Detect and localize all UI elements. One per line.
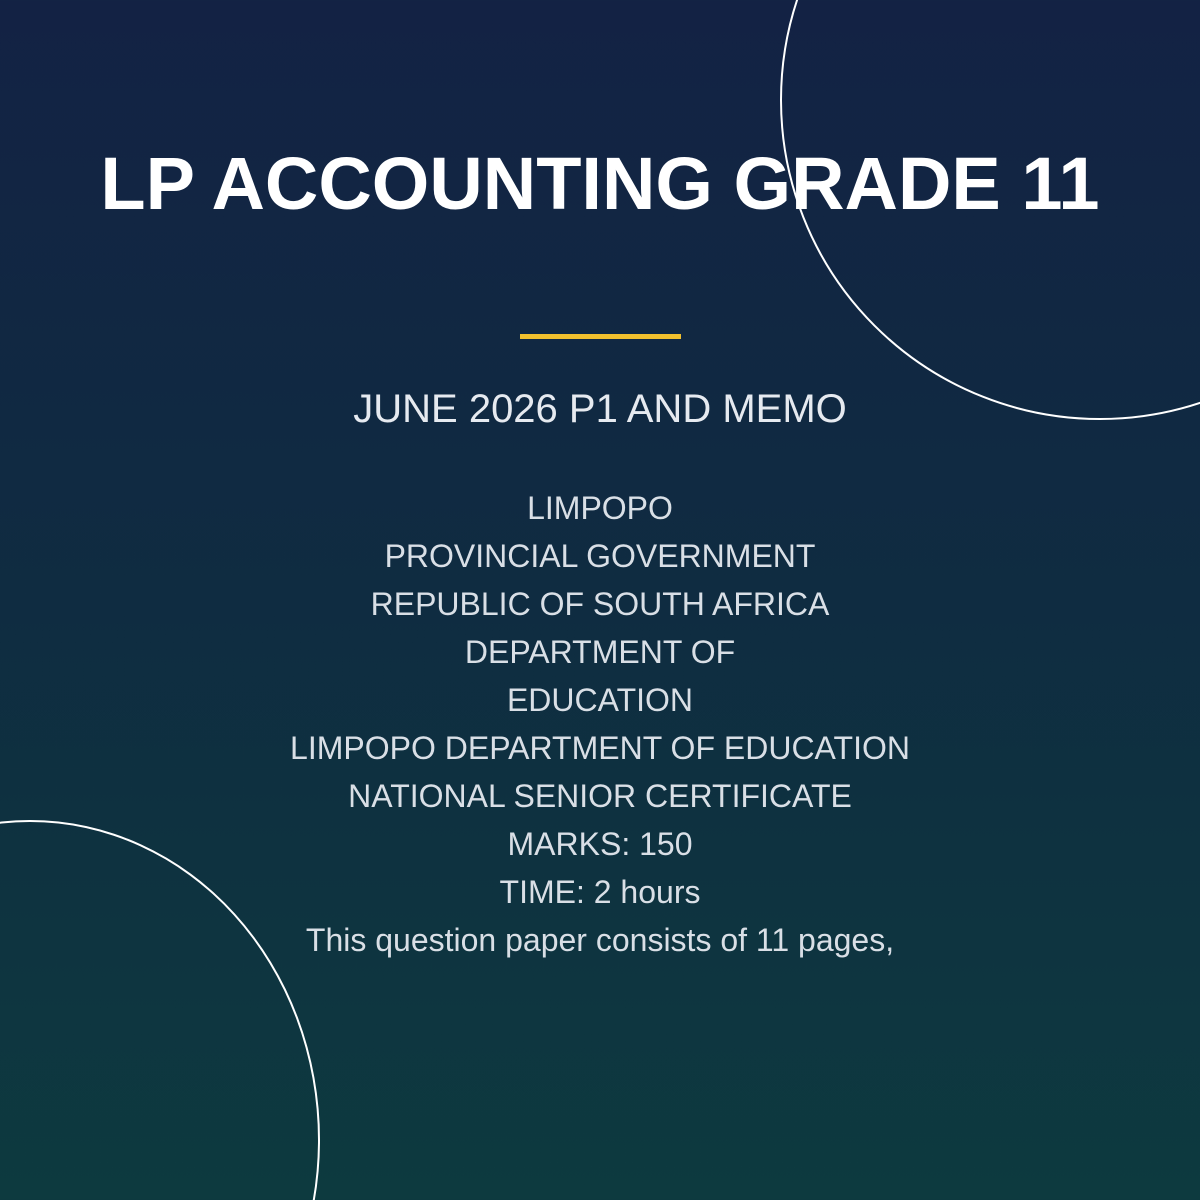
paper-subtitle: JUNE 2026 P1 AND MEMO xyxy=(353,387,847,431)
detail-department-line-1: DEPARTMENT OF xyxy=(464,634,736,670)
detail-marks: MARKS: 150 xyxy=(507,826,693,862)
detail-department-full: LIMPOPO DEPARTMENT OF EDUCATION xyxy=(290,730,910,766)
detail-country: REPUBLIC OF SOUTH AFRICA xyxy=(370,586,830,622)
detail-province: LIMPOPO xyxy=(527,490,673,526)
title-divider xyxy=(520,334,681,339)
details-list xyxy=(100,484,1100,964)
detail-department-line-2: EDUCATION xyxy=(506,682,694,718)
detail-time: TIME: 2 hours xyxy=(499,874,701,910)
detail-government: PROVINCIAL GOVERNMENT xyxy=(384,538,816,574)
detail-certificate: NATIONAL SENIOR CERTIFICATE xyxy=(348,778,852,814)
page-title: LP ACCOUNTING GRADE 11 xyxy=(100,142,1100,225)
detail-page-count: This question paper consists of 11 pages, xyxy=(305,922,895,958)
